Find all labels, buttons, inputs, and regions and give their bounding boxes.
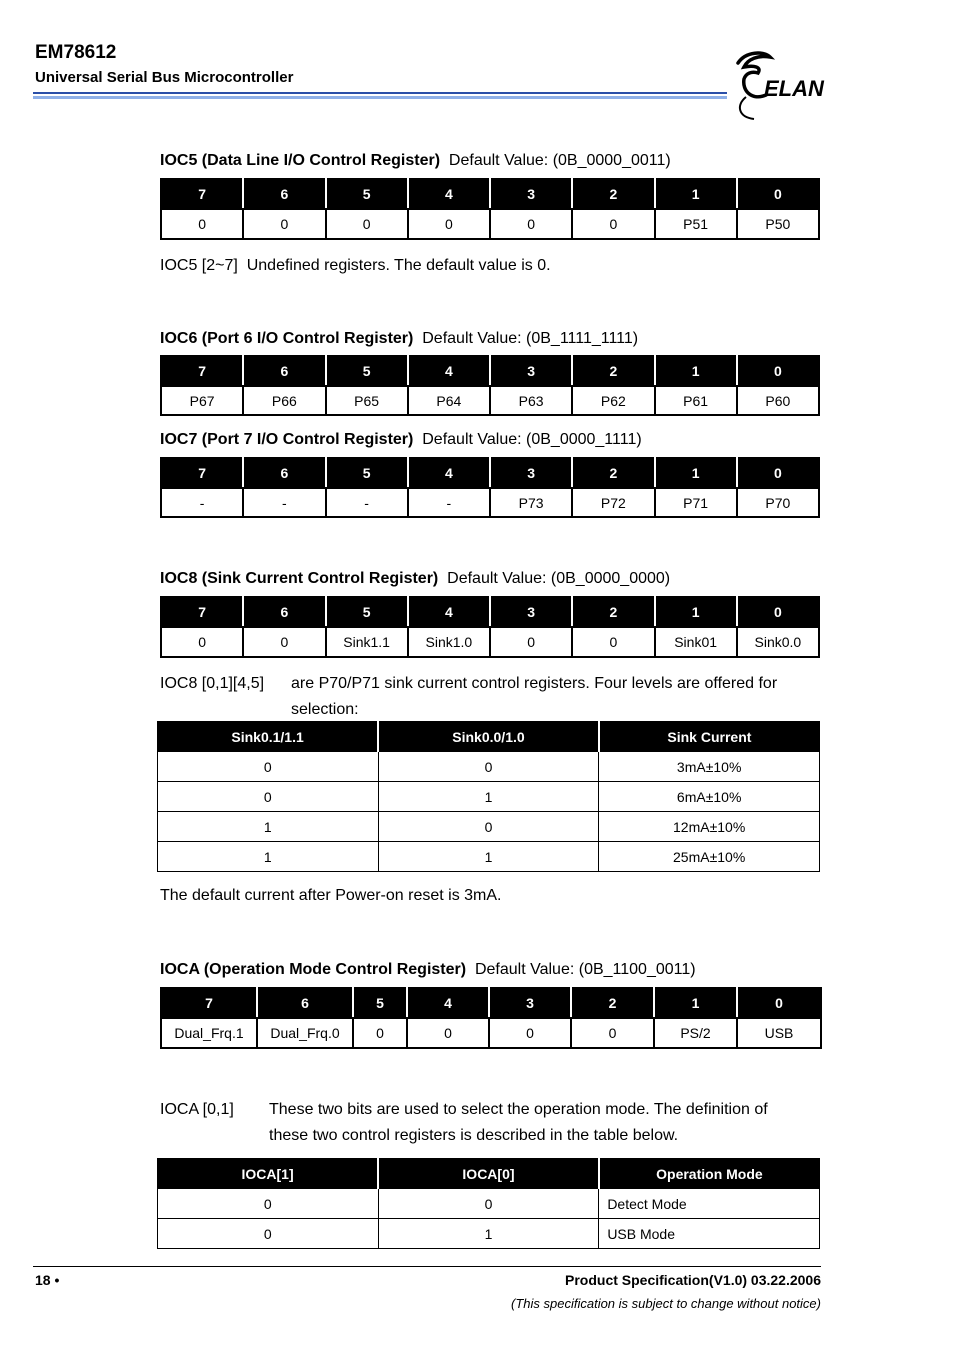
bit-cell: 0 xyxy=(161,627,243,657)
header-rule-light xyxy=(33,96,727,99)
page-number: 18 • xyxy=(35,1272,60,1288)
bit-cell: P67 xyxy=(161,386,243,415)
ioca-desc-label: IOCA [0,1] xyxy=(160,1101,234,1118)
table-cell: 25mA±10% xyxy=(599,842,820,872)
table-cell: 1 xyxy=(158,842,379,872)
table-cell: 12mA±10% xyxy=(599,812,820,842)
bit-cell: P64 xyxy=(408,386,490,415)
table-row xyxy=(158,782,820,812)
bit-cell: Dual_Frq.0 xyxy=(257,1018,353,1048)
table-row xyxy=(158,1189,820,1219)
bit-cell: - xyxy=(161,488,243,517)
bit-cell: P63 xyxy=(490,386,572,415)
table-cell: 6mA±10% xyxy=(599,782,820,812)
bit-cell: 0 xyxy=(571,1018,654,1048)
table-cell: 3mA±10% xyxy=(599,752,820,782)
ioc5-title xyxy=(160,152,671,170)
bit-header: 2 xyxy=(572,356,654,386)
bit-cell: 0 xyxy=(408,209,490,239)
document-subtitle: Universal Serial Bus Microcontroller xyxy=(35,69,294,86)
table-row xyxy=(158,812,820,842)
bit-header: 1 xyxy=(654,988,737,1018)
operation-mode-table xyxy=(157,1158,820,1249)
table-cell: 1 xyxy=(378,782,599,812)
table-row xyxy=(158,752,820,782)
table-cell: 1 xyxy=(158,812,379,842)
bit-cell: P50 xyxy=(737,209,819,239)
bit-cell: P71 xyxy=(655,488,737,517)
table-row xyxy=(158,842,820,872)
table-cell: 0 xyxy=(158,1189,379,1219)
ioca-name: IOCA (Operation Mode Control Register) xyxy=(160,961,467,978)
product-spec: Product Specification(V1.0) 03.22.2006 xyxy=(565,1272,821,1288)
ioc7-register-table xyxy=(160,457,820,518)
bit-header: 5 xyxy=(326,179,408,209)
bit-header: 0 xyxy=(737,356,819,386)
bit-cell: Sink0.0 xyxy=(737,627,819,657)
table-row xyxy=(158,1219,820,1249)
ioc5-default: Default Value: (0B_0000_0011) xyxy=(448,152,671,169)
column-header: Sink Current xyxy=(599,722,820,752)
bit-header: 7 xyxy=(161,356,243,386)
bit-header: 4 xyxy=(408,179,490,209)
change-notice: (This specification is subject to change without notice) xyxy=(511,1296,821,1311)
bit-header: 7 xyxy=(161,597,243,627)
svg-text:ELAN: ELAN xyxy=(764,76,824,101)
footer-rule xyxy=(33,1266,821,1267)
ioc7-title xyxy=(160,431,642,449)
bit-cell: PS/2 xyxy=(654,1018,737,1048)
bit-header: 5 xyxy=(326,597,408,627)
bit-header: 2 xyxy=(571,988,654,1018)
bit-cell: 0 xyxy=(572,209,654,239)
table-cell: 0 xyxy=(158,752,379,782)
bit-cell: - xyxy=(243,488,325,517)
column-header: Operation Mode xyxy=(599,1159,820,1189)
ioc8-desc-line1: are P70/P71 sink current control registers. Four levels are offered for xyxy=(291,675,778,692)
bit-header: 6 xyxy=(243,356,325,386)
header-rule xyxy=(33,92,727,94)
bit-header: 7 xyxy=(161,179,243,209)
bit-header: 4 xyxy=(408,458,490,488)
bit-cell: 0 xyxy=(489,1018,571,1048)
ioc6-register-table xyxy=(160,355,820,416)
column-header: Sink0.1/1.1 xyxy=(158,722,379,752)
ioc8-name: IOC8 (Sink Current Control Register) xyxy=(160,570,439,587)
bit-cell: 0 xyxy=(161,209,243,239)
bit-header: 2 xyxy=(572,179,654,209)
ioc8-desc-line2: selection: xyxy=(291,701,359,718)
elan-logo-icon xyxy=(724,45,830,123)
ioca-register-table xyxy=(160,987,822,1049)
bit-cell: 0 xyxy=(490,209,572,239)
bit-header: 4 xyxy=(408,356,490,386)
bit-header: 1 xyxy=(655,179,737,209)
ioc6-title xyxy=(160,330,638,348)
bit-header: 1 xyxy=(655,458,737,488)
ioca-title xyxy=(160,961,696,979)
table-cell: 0 xyxy=(378,1189,599,1219)
bit-header: 7 xyxy=(161,458,243,488)
ioc8-title xyxy=(160,570,670,588)
ioc8-register-table xyxy=(160,596,820,658)
table-cell: 0 xyxy=(378,752,599,782)
bit-cell: 0 xyxy=(326,209,408,239)
ioc7-default: Default Value: (0B_0000_1111) xyxy=(422,431,642,448)
bit-cell: 0 xyxy=(490,627,572,657)
bit-cell: P72 xyxy=(572,488,654,517)
ioc8-desc-label: IOC8 [0,1][4,5] xyxy=(160,675,265,692)
bit-cell: 0 xyxy=(572,627,654,657)
bit-cell: Sink01 xyxy=(655,627,737,657)
bit-cell: 0 xyxy=(243,627,325,657)
bit-header: 6 xyxy=(243,597,325,627)
bit-header: 7 xyxy=(161,988,257,1018)
bit-header: 3 xyxy=(489,988,571,1018)
bit-header: 5 xyxy=(326,356,408,386)
bit-header: 0 xyxy=(737,988,821,1018)
bit-header: 3 xyxy=(490,356,572,386)
ioc7-name: IOC7 (Port 7 I/O Control Register) xyxy=(160,431,414,448)
bit-cell: P73 xyxy=(490,488,572,517)
ioc6-name: IOC6 (Port 6 I/O Control Register) xyxy=(160,330,414,347)
bit-cell: 0 xyxy=(243,209,325,239)
table-cell: USB Mode xyxy=(599,1219,820,1249)
bit-cell: USB xyxy=(737,1018,821,1048)
bit-header: 4 xyxy=(407,988,489,1018)
bit-header: 0 xyxy=(737,597,819,627)
bit-cell: P62 xyxy=(572,386,654,415)
bit-header: 0 xyxy=(737,179,819,209)
bit-cell: - xyxy=(326,488,408,517)
table-cell: 0 xyxy=(378,812,599,842)
ioc8-default-current-note: The default current after Power-on reset is 3mA. xyxy=(160,887,502,904)
bit-header: 5 xyxy=(353,988,407,1018)
bit-header: 6 xyxy=(243,458,325,488)
table-cell: 0 xyxy=(158,1219,379,1249)
bit-header: 2 xyxy=(572,597,654,627)
bit-cell: P60 xyxy=(737,386,819,415)
ioc5-note: IOC5 [2~7] Undefined registers. The default value is 0. xyxy=(160,257,551,274)
ioca-default: Default Value: (0B_1100_0011) xyxy=(474,961,696,978)
ioc5-register-table xyxy=(160,178,820,240)
ioc6-default: Default Value: (0B_1111_1111) xyxy=(422,330,639,347)
bit-cell: Sink1.0 xyxy=(408,627,490,657)
bit-header: 3 xyxy=(490,179,572,209)
ioca-desc-line2: these two control registers is described in the table below. xyxy=(269,1127,679,1144)
table-cell: 0 xyxy=(158,782,379,812)
bit-header: 6 xyxy=(243,179,325,209)
column-header: Sink0.0/1.0 xyxy=(378,722,599,752)
table-cell: Detect Mode xyxy=(599,1189,820,1219)
bit-header: 1 xyxy=(655,597,737,627)
column-header: IOCA[0] xyxy=(378,1159,599,1189)
ioc5-name: IOC5 (Data Line I/O Control Register) xyxy=(160,152,441,169)
table-cell: 1 xyxy=(378,1219,599,1249)
bit-header: 6 xyxy=(257,988,353,1018)
bit-header: 4 xyxy=(408,597,490,627)
column-header: IOCA[1] xyxy=(158,1159,379,1189)
bit-header: 1 xyxy=(655,356,737,386)
bit-cell: P65 xyxy=(326,386,408,415)
bit-cell: P70 xyxy=(737,488,819,517)
bit-cell: P61 xyxy=(655,386,737,415)
sink-current-table xyxy=(157,721,820,872)
ioca-desc xyxy=(269,1097,823,1149)
bit-cell: P66 xyxy=(243,386,325,415)
ioc8-default: Default Value: (0B_0000_0000) xyxy=(447,570,671,587)
bit-header: 0 xyxy=(737,458,819,488)
bit-cell: 0 xyxy=(407,1018,489,1048)
bit-cell: - xyxy=(408,488,490,517)
bit-header: 5 xyxy=(326,458,408,488)
bit-cell: P51 xyxy=(655,209,737,239)
bit-header: 3 xyxy=(490,597,572,627)
table-cell: 1 xyxy=(378,842,599,872)
bit-cell: Sink1.1 xyxy=(326,627,408,657)
bit-cell: 0 xyxy=(353,1018,407,1048)
bit-header: 2 xyxy=(572,458,654,488)
bit-cell: Dual_Frq.1 xyxy=(161,1018,257,1048)
document-title: EM78612 xyxy=(35,42,117,63)
bit-header: 3 xyxy=(490,458,572,488)
ioca-desc-line1: These two bits are used to select the operation mode. The definition of xyxy=(269,1101,768,1118)
ioc8-desc xyxy=(291,671,823,723)
